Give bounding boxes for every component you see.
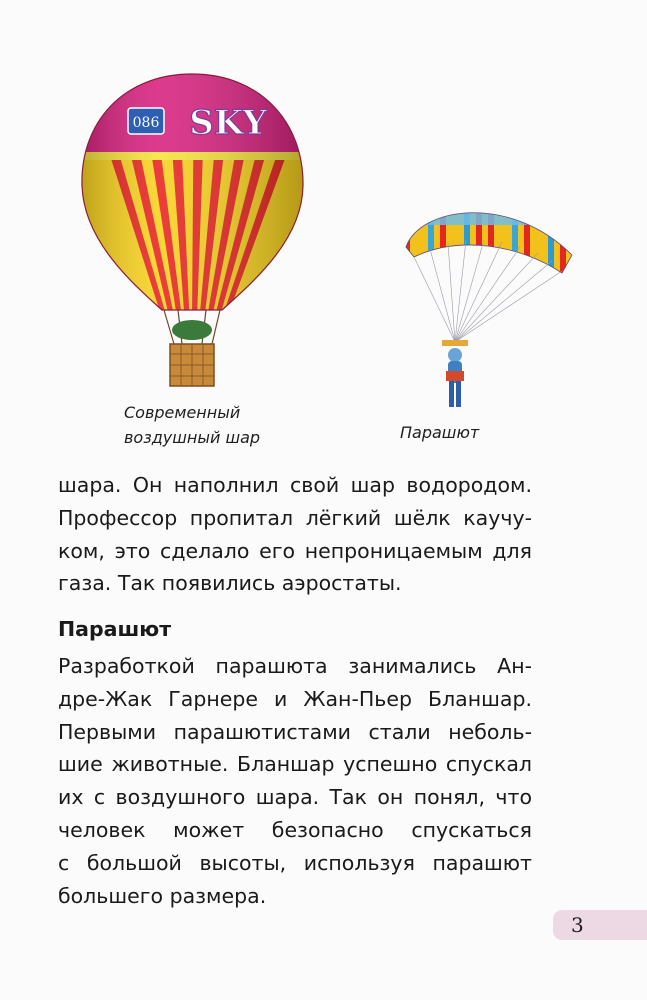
balloon-caption <box>124 400 260 450</box>
page-number: 3 <box>553 910 647 940</box>
section-heading: Парашют <box>58 617 172 641</box>
text-line: газа. Так появились аэростаты. <box>58 571 402 596</box>
paragraph-aerostats <box>58 469 532 600</box>
text-line: шара. Он наполнил свой шар водородом. <box>58 473 532 497</box>
text-line: с большой высоты, используя парашют <box>58 850 532 875</box>
hot-air-balloon-illustration <box>78 68 306 390</box>
text-line: Профессор пропитал лёгкий шёлк каучу- <box>58 505 532 530</box>
paragraph-parachute <box>58 650 532 912</box>
svg-text:SKY: SKY <box>189 103 267 143</box>
text-line: Первыми парашютистами стали неболь- <box>58 719 532 744</box>
sky-label <box>189 103 267 143</box>
text-line: ком, это сделало его непроницаемым для <box>58 538 532 563</box>
text-line: человек может безопасно спускаться <box>58 817 532 842</box>
text-line: большего размера. <box>58 883 267 908</box>
caption-line: Современный <box>124 403 241 422</box>
text-line: шие животные. Бланшар успешно спускал <box>58 752 532 777</box>
parachutist-figure <box>442 340 468 407</box>
text-line: Разработкой парашюта занимались Ан- <box>58 654 532 678</box>
balloon-basket <box>170 344 214 386</box>
parachute-caption: Парашют <box>400 423 480 442</box>
text-line: их с воздушного шара. Так он понял, что <box>58 785 532 810</box>
balloon-number-tag: 086 <box>132 115 160 131</box>
text-line: дре-Жак Гарнере и Жан-Пьер Бланшар. <box>58 686 532 711</box>
parachute-illustration <box>400 195 578 415</box>
caption-line: воздушный шар <box>124 428 261 447</box>
